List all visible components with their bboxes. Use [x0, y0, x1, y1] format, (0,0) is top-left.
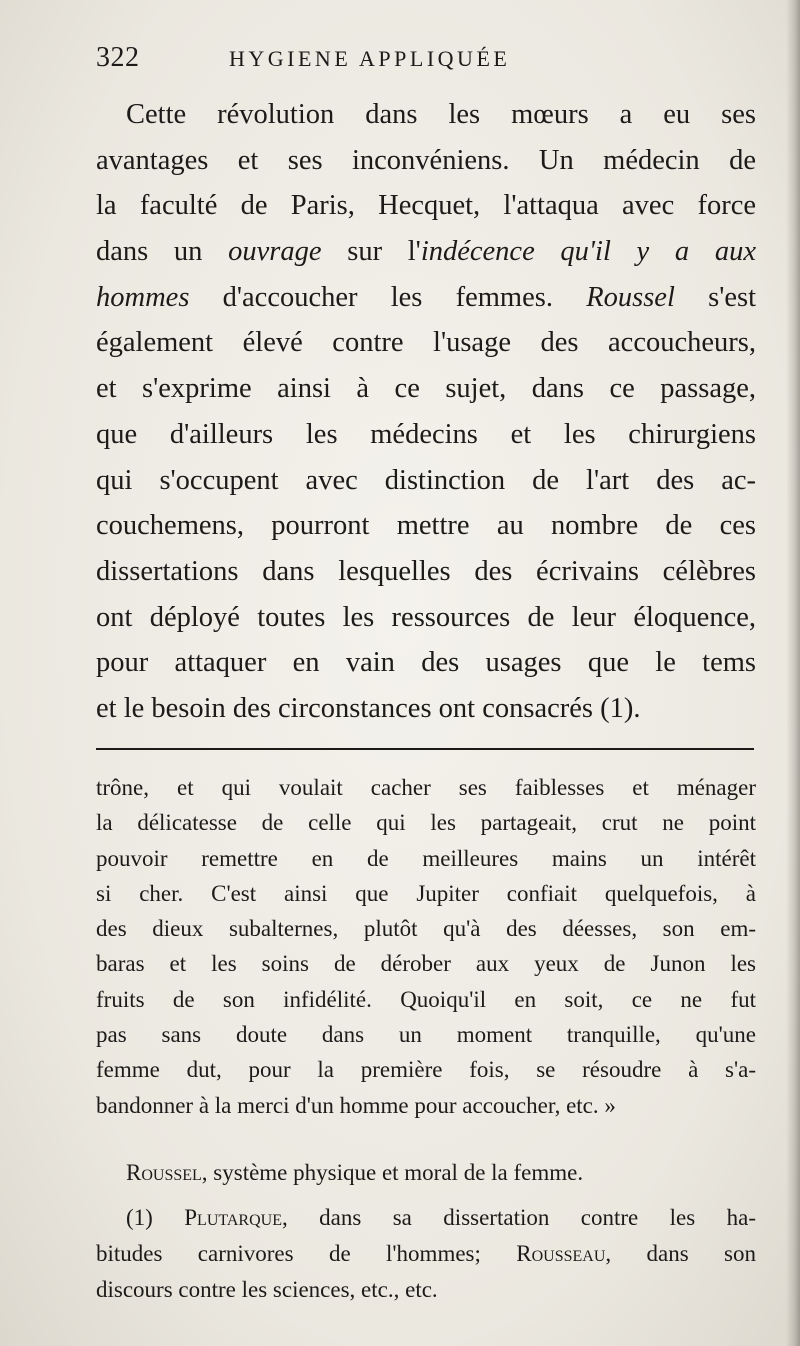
text-line: la faculté de Paris, Hecquet, l'attaqua avec force [96, 190, 756, 222]
text-line: dissertations dans lesquelles des écrivains célèbres [96, 555, 756, 587]
footnote-line: bitudes carnivores de l'hommes; Rousseau, dans son [96, 1240, 756, 1266]
footnote-author: Rousseau [516, 1240, 606, 1266]
page-header [96, 42, 656, 82]
footnote [96, 1200, 756, 1307]
text-line: qui s'occupent avec distinction de l'art des ac- [96, 464, 756, 496]
attribution-source: , système physique et moral de la femme. [201, 1160, 584, 1185]
italic-title: ouvrage [228, 236, 322, 268]
quote-line: la délicatesse de celle qui les partageait, crut ne point [96, 810, 756, 836]
italic-author-name: Roussel [586, 281, 675, 313]
quote-line: bandonner à la merci d'un homme pour accoucher, etc. » [96, 1092, 616, 1118]
attribution-author: Roussel [126, 1160, 202, 1185]
text-line: couchemens, pourront mettre au nombre de ces [96, 510, 756, 542]
quote-line: trône, et qui voulait cacher ses faiblesses et ménager [96, 775, 756, 800]
quotation-continuation [96, 770, 756, 1123]
quote-line: si cher. C'est ainsi que Jupiter confiait quelquefois, à [96, 880, 756, 906]
quote-line: des dieux subalternes, plutôt qu'à des déesses, son em- [96, 916, 756, 942]
quote-line: pas sans doute dans un moment tranquille, qu'une [96, 1022, 756, 1048]
text-line: hommes d'accoucher les femmes. Roussel s'est [96, 281, 756, 313]
text-line: avantages et ses inconvéniens. Un médecin de [96, 144, 756, 176]
italic-title: hommes [96, 281, 190, 313]
quote-line: baras et les soins de dérober aux yeux de Junon les [96, 951, 756, 977]
footnote-marker: (1) [126, 1205, 185, 1230]
text-line: pour attaquer en vain des usages que le tems [96, 647, 756, 679]
text-line: ont déployé toutes les ressources de leur éloquence, [96, 601, 756, 633]
quote-line: pouvoir remettre en de meilleures mains un intérêt [96, 845, 756, 871]
footnote-line: (1) Plutarque, dans sa dissertation contre les ha- [126, 1205, 756, 1230]
main-paragraph [96, 92, 756, 732]
footnote-separator-rule [96, 748, 754, 750]
quote-line: femme dut, pour la première fois, se résoudre à s'a- [96, 1057, 756, 1083]
quote-line: fruits de son infidélité. Quoiqu'il en soit, ce ne fut [96, 986, 756, 1012]
italic-title: indécence qu'il y a aux [420, 236, 756, 268]
text-line: dans un ouvrage sur l'indécence qu'il y a aux [96, 236, 756, 268]
text-line: Cette révolution dans les mœurs a eu ses [126, 99, 756, 130]
running-head: HYGIENE APPLIQUÉE [229, 46, 511, 71]
footnote-author: Plutarque [184, 1205, 282, 1230]
text-line: également élevé contre l'usage des accoucheurs, [96, 327, 756, 359]
text-line: et le besoin des circonstances ont consacrés (1). [96, 692, 641, 724]
text-line: et s'exprime ainsi à ce sujet, dans ce passage, [96, 373, 756, 405]
page-number: 322 [96, 42, 140, 73]
text-line: que d'ailleurs les médecins et les chirurgiens [96, 418, 756, 450]
footnote-line: discours contre les sciences, etc., etc. [96, 1276, 438, 1302]
page-spine-shadow [786, 0, 800, 1346]
quote-attribution [96, 1155, 756, 1190]
